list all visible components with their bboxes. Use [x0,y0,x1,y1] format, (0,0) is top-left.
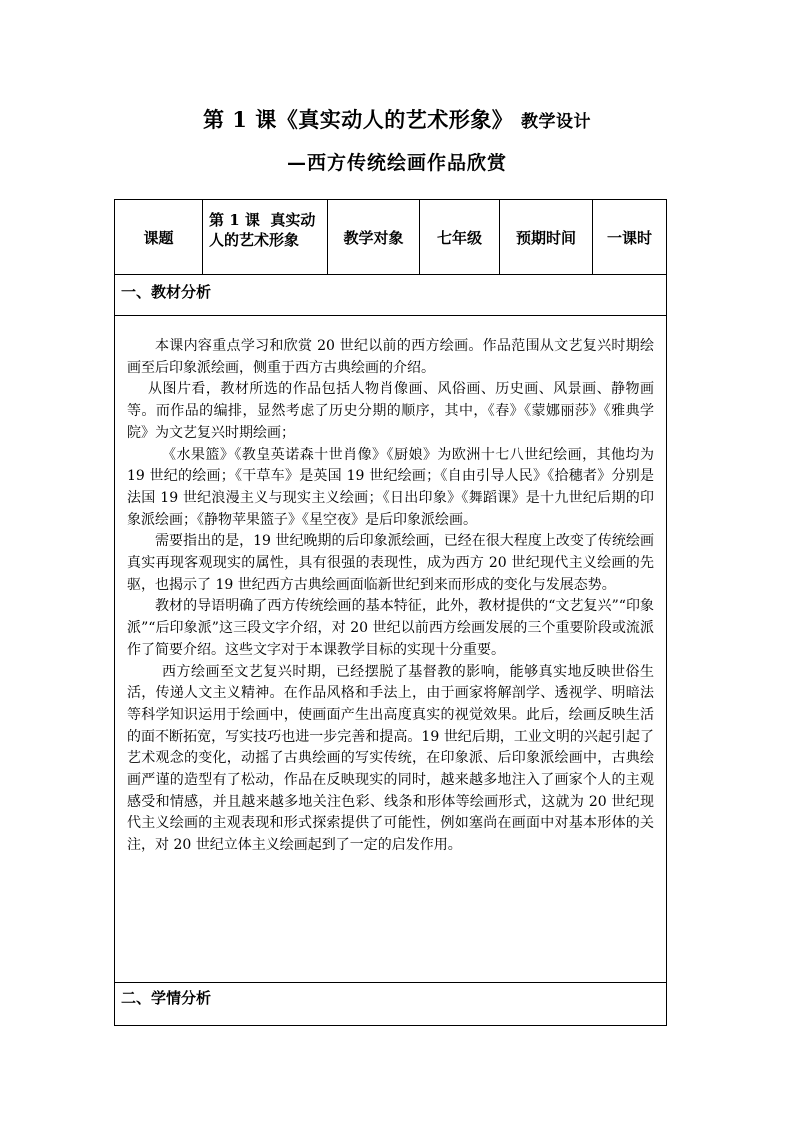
topic-label-cell [115,200,203,275]
duration-value-cell [593,200,667,275]
section-heading-row [115,983,667,1026]
audience-value: 七年级 [436,228,482,247]
audience-label: 教学对象 [343,228,404,247]
topic-label: 课题 [143,228,174,247]
paragraph: 教材的导语明确了西方传统绘画的基本特征，此外，教材提供的“文艺复兴”“印象派”“后印象派”这三段文字介绍，对 20 世纪以前西方绘画发展的三个重要阶段或流派作了简要介绍。这些文字对于本课教学目标的实现十分重要。 [127,598,654,658]
document-title-main: 第 1 课《真实动人的艺术形象》 [202,107,514,132]
document-title-suffix: 教学设计 [521,112,592,132]
section-heading-textbook-analysis: 一、教材分析 [115,275,667,316]
lesson-name-line2: 人的艺术形象 [209,231,300,249]
section-heading-student-analysis: 二、学情分析 [115,983,667,1026]
lesson-plan-table [114,199,667,1026]
section-body-row [115,316,667,983]
lesson-name-line1: 第 1 课 真实动 [209,211,316,229]
section-heading-row [115,275,667,316]
paragraph: 从图片看，教材所选的作品包括人物肖像画、风俗画、历史画、风景画、静物画等。而作品的编排，显然考虑了历史分期的顺序，其中，《春》《蒙娜丽莎》《雅典学院》为文艺复兴时期绘画； [127,381,654,441]
document-subtitle: —西方传统绘画作品欣赏 [286,152,507,174]
paragraph: 《水果篮》《教皇英诺森十世肖像》《厨娘》为欧洲十七八世纪绘画，其他均为 19 世纪的绘画；《干草车》是英国 19 世纪绘画；《自由引导人民》《拾穗者》分别是法国 19 世纪浪漫主义与现实主义绘画；《日出印象》《舞蹈课》是十九世纪后期的印象派绘画；《静物苹果篮子》《星空夜》是后印象派绘画。 [127,446,654,528]
paragraph: 需要指出的是，19 世纪晚期的后印象派绘画，已经在很大程度上改变了传统绘画真实再现客观现实的属性，具有很强的表现性，成为西方 20 世纪现代主义绘画的先驱，也揭示了 19 世纪西方古典绘画面临新世纪到来而形成的变化与发展态势。 [127,533,654,593]
audience-value-cell [420,200,500,275]
lesson-name-cell [203,200,328,275]
audience-label-cell [328,200,420,275]
duration-label: 预期时间 [515,228,576,247]
header-row [115,200,667,275]
paragraph: 本课内容重点学习和欣赏 20 世纪以前的西方绘画。作品范围从文艺复兴时期绘画至后印象派绘画，侧重于西方古典绘画的介绍。 [127,338,654,376]
duration-label-cell [500,200,593,275]
duration-value: 一课时 [606,228,652,247]
document-title [0,104,794,134]
textbook-analysis-body [115,316,667,983]
paragraph: 西方绘画至文艺复兴时期，已经摆脱了基督教的影响，能够真实地反映世俗生活，传递人文主义精神。在作品风格和手法上，由于画家将解剖学、透视学、明暗法等科学知识运用于绘画中，使画面产生出高度真实的视觉效果。此后，绘画反映生活的面不断拓宽，写实技巧也进一步完善和提高。19 世纪后期，工业文明的兴起引起了艺术观念的变化，动摇了古典绘画的写实传统，在印象派、后印象派绘画中，古典绘画严谨的造型有了松动，作品在反映现实的同时，越来越多地注入了画家个人的主观感受和情感，并且越来越多地关注色彩、线条和形体等绘画形式，这就为 20 世纪现代主义绘画的主观表现和形式探索提供了可能性，例如塞尚在画面中对基本形体的关注，对 20 世纪立体主义绘画起到了一定的启发作用。 [127,663,654,854]
